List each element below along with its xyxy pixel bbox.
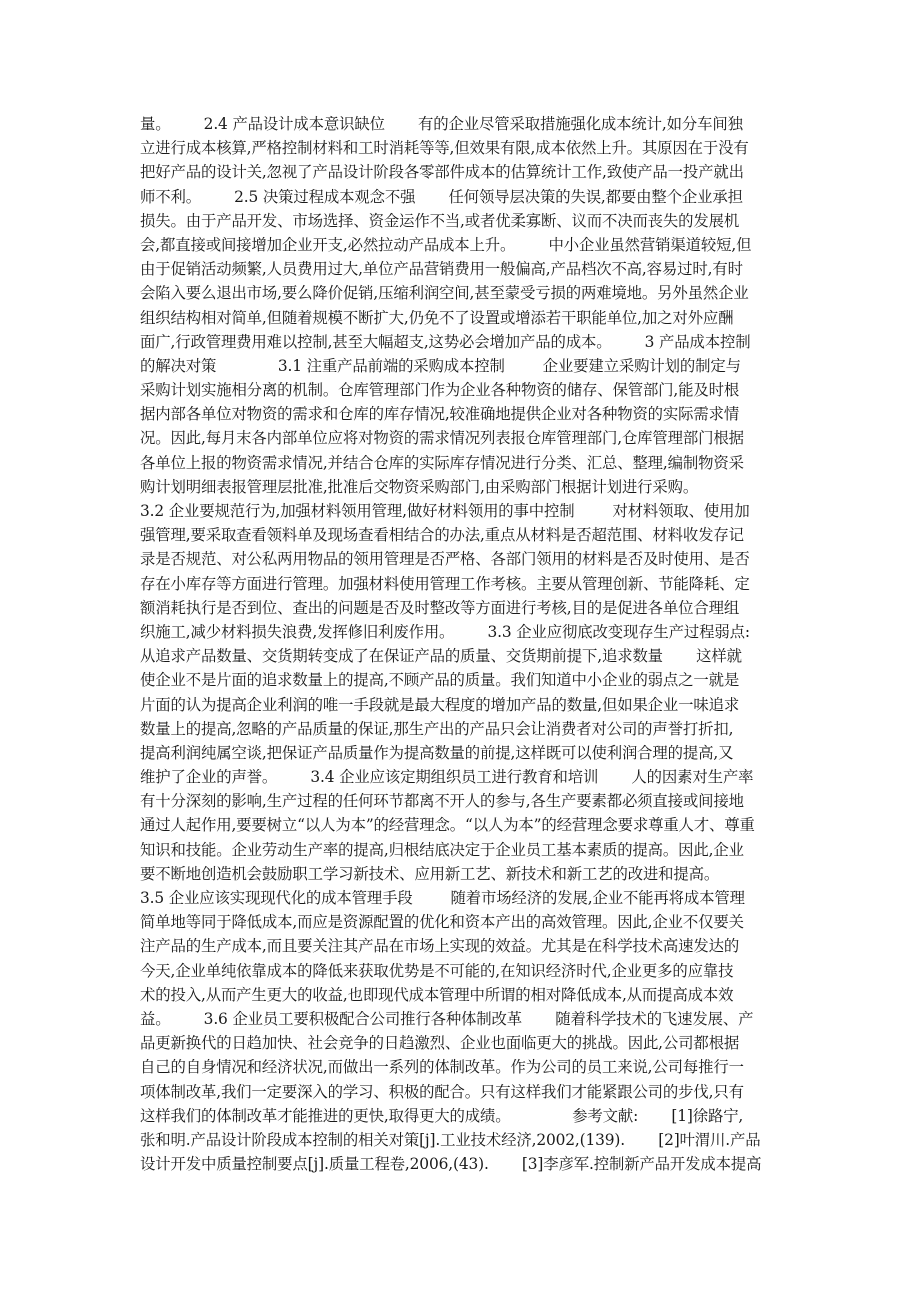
text-line: 录是否规范、对公私两用物品的领用管理是否严格、各部门领用的材料是否及时使用、是否 [140,550,750,569]
text-line: 维护了企业的声誉。 3.4 企业应该定期组织员工进行教育和培训 人的因素对生产率 [140,768,754,787]
text-line: 简单地等同于降低成本,而应是资源配置的优化和资本产出的高效管理。因此,企业不仅要关 [140,913,744,932]
text-line: 面广,行政管理费用难以控制,甚至大幅超支,这势必会增加产品的成本。 3 产品成本控制 [140,332,751,351]
text-line: 存在小库存等方面进行管理。加强材料使用管理工作考核。主要从管理创新、节能降耗、定 [140,574,750,593]
text-line: 术的投入,从而产生更大的收益,也即现代成本管理中所谓的相对降低成本,从而提高成本效 [140,985,734,1004]
text-line: 强管理,要采取查看领料单及现场查看相结合的办法,重点从材料是否超范围、材料收发存记 [140,526,744,545]
text-line: 提高利润纯属空谈,把保证产品质量作为提高数量的前提,这样既可以使利润合理的提高,又 [140,743,734,762]
text-line: 由于促销活动频繁,人员费用过大,单位产品营销费用一般偏高,产品档次不高,容易过时,有时 [140,260,743,279]
text-line: 组织结构相对简单,但随着规模不断扩大,仍免不了设置或增添若干职能单位,加之对外应酬 [140,308,734,327]
body-text [140,112,785,1176]
text-line: 注产品的生产成本,而且要关注其产品在市场上实现的效益。尤其是在科学技术高速发达的 [140,937,740,956]
text-line: 这样我们的体制改革才能推进的更快,取得更大的成绩。 参考文献: [1]徐路宁, [140,1106,744,1125]
text-line: 从追求产品数量、交货期转变成了在保证产品的质量、交货期前提下,追求数量 这样就 [140,647,742,666]
text-line: 把好产品的设计关,忽视了产品设计阶段各零部件成本的估算统计工作,致使产品一投产就出 [140,163,744,182]
text-line: 使企业不是片面的追求数量上的提高,不顾产品的质量。我们知道中小企业的弱点之一就是 [140,671,740,690]
text-line: 据内部各单位对物资的需求和仓库的库存情况,较准确地提供企业对各种物资的实际需求情 [140,405,740,424]
text-line: 项体制改革,我们一定要深入的学习、积极的配合。只有这样我们才能紧跟公司的步伐,只有 [140,1082,744,1101]
text-line: 3.5 企业应该实现现代化的成本管理手段 随着市场经济的发展,企业不能再将成本管理 [140,889,745,907]
text-line: 通过人起作用,要要树立“以人为本”的经营理念。“以人为本”的经营理念要求尊重人才、尊重 [140,816,755,835]
text-line: 知识和技能。企业劳动生产率的提高,归根结底决定于企业员工基本素质的提高。因此,企业 [140,840,744,859]
text-line: 会陷入要么退出市场,要么降价促销,压缩利润空间,甚至蒙受亏损的两难境地。另外虽然企业 [140,284,749,303]
text-line: 数量上的提高,忽略的产品质量的保证,那生产出的产品只会让消费者对公司的声誉打折扣, [140,719,734,738]
text-line: 各单位上报的物资需求情况,并结合仓库的实际库存情况进行分类、汇总、整理,编制物资采 [140,453,744,472]
text-line: 要不断地创造机会鼓励职工学习新技术、应用新工艺、新技术和新工艺的改进和提高。 [140,864,720,883]
text-line: 有十分深刻的影响,生产过程的任何环节都离不开人的参与,各生产要素都必须直接或间接地 [140,792,744,811]
text-line: 会,都直接或间接增加企业开支,必然拉动产品成本上升。 中小企业虽然营销渠道较短,但 [140,235,752,254]
text-line: 自己的自身情况和经济状况,而做出一系列的体制改革。作为公司的员工来说,公司每推行一 [140,1058,744,1077]
text-line: 张和明.产品设计阶段成本控制的相关对策[j].工业技术经济,2002,(139). [2]叶渭川.产品 [140,1130,761,1149]
text-line: 设计开发中质量控制要点[j].质量工程卷,2006,(43). [3]李彦军.控制新产品开发成本提高 [140,1155,762,1174]
text-line: 益。 3.6 企业员工要积极配合公司推行各种体制改革 随着科学技术的飞速发展、产 [140,1009,754,1028]
text-line: 损失。由于产品开发、市场选择、资金运作不当,或者优柔寡断、议而不决而丧失的发展机 [140,211,740,230]
text-line: 3.2 企业要规范行为,加强材料领用管理,做好材料领用的事中控制 对材料领取、使用加 [140,502,750,520]
text-line: 购计划明细表报管理层批准,批准后交物资采购部门,由采购部门根据计划进行采购。 [140,477,699,496]
text-line: 织施工,减少材料损失浪费,发挥修旧利废作用。 3.3 企业应彻底改变现存生产过程弱点: [140,622,750,641]
text-line: 片面的认为提高企业利润的唯一手段就是最大程度的增加产品的数量,但如果企业一味追求 [140,695,740,714]
text-line: 今天,企业单纯依靠成本的降低来获取优势是不可能的,在知识经济时代,企业更多的应靠技 [140,961,734,980]
text-line: 的解决对策 3.1 注重产品前端的采购成本控制 企业要建立采购计划的制定与 [140,356,741,375]
text-line: 品更新换代的日趋加快、社会竞争的日趋激烈、企业也面临更大的挑战。因此,公司都根据 [140,1034,740,1053]
text-line: 采购计划实施相分离的机制。仓库管理部门作为企业各种物资的储存、保管部门,能及时根 [140,381,740,400]
text-line: 况。因此,每月末各内部单位应将对物资的需求情况列表报仓库管理部门,仓库管理部门根据 [140,429,744,448]
text-line: 量。 2.4 产品设计成本意识缺位 有的企业尽管采取措施强化成本统计,如分车间独 [140,115,743,133]
text-line: 额消耗执行是否到位、查出的问题是否及时整改等方面进行考核,目的是促进各单位合理组 [140,598,740,617]
text-line: 师不利。 2.5 决策过程成本观念不强 任何领导层决策的失误,都要由整个企业承担 [140,187,743,206]
text-line: 立进行成本核算,严格控制材料和工时消耗等等,但效果有限,成本依然上升。其原因在于没有 [140,139,749,158]
